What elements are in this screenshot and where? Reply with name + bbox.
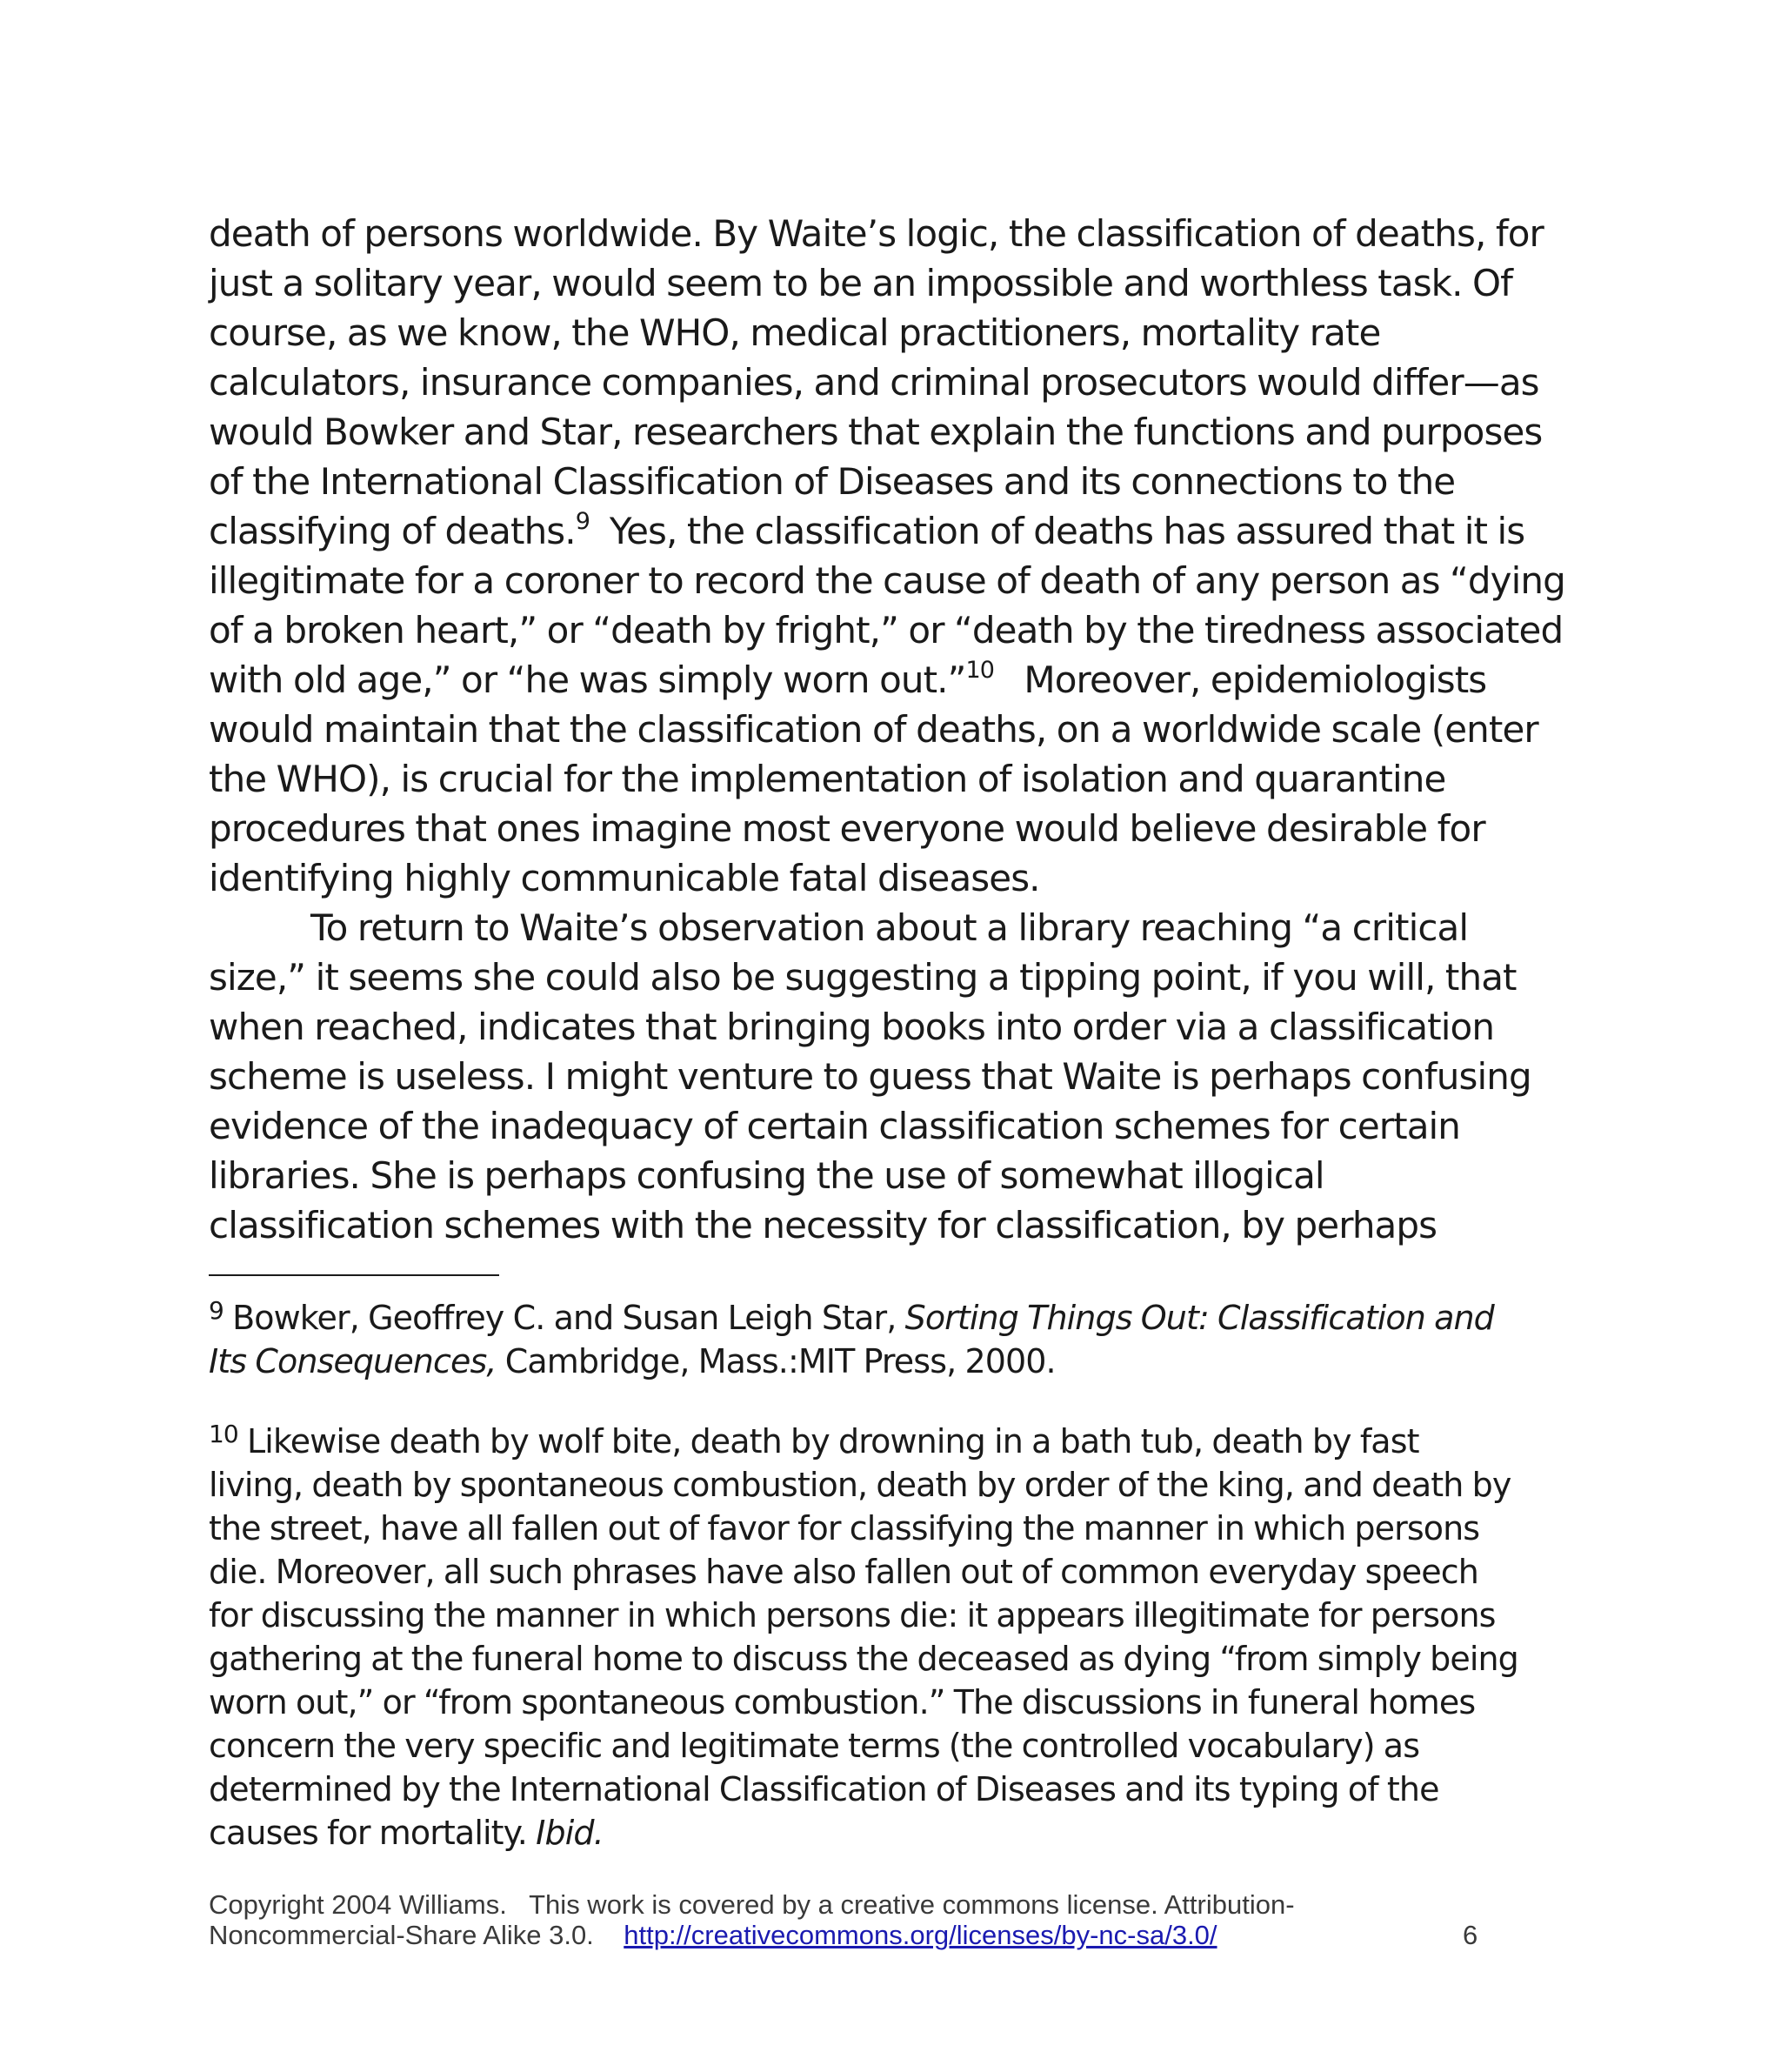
text-line — [209, 1811, 1583, 1855]
text-line: just a solitary year, would seem to be an impossible and worthless task. Of — [209, 262, 1513, 304]
license-line — [209, 1920, 1531, 1950]
text-line: determined by the International Classification of Diseases and its typing of the — [209, 1770, 1439, 1808]
text-line: gathering at the funeral home to discuss the deceased as dying “from simply being — [209, 1640, 1518, 1678]
license-link[interactable]: http://creativecommons.org/licenses/by-nc-sa/3.0/ — [624, 1920, 1217, 1950]
footnote-10 — [209, 1420, 1583, 1855]
spacer — [209, 1383, 1583, 1420]
text-line — [209, 655, 1583, 705]
text-line: concern the very specific and legitimate terms (the controlled vocabulary) as — [209, 1727, 1420, 1765]
text-run: Yes, the classification of deaths has assured that it is — [590, 510, 1525, 552]
text-line: libraries. She is perhaps confusing the use of somewhat illogical — [209, 1154, 1324, 1197]
text-line: classification schemes with the necessity for classification, by perhaps — [209, 1204, 1437, 1247]
text-run: Moreover, epidemiologists — [994, 658, 1487, 701]
text-line: of a broken heart,” or “death by fright,” or “death by the tiredness associated — [209, 609, 1564, 652]
text-line: living, death by spontaneous combustion, death by order of the king, and death by — [209, 1466, 1511, 1504]
footnotes — [209, 1296, 1583, 1855]
text-line — [209, 1340, 1583, 1383]
text-line: of the International Classification of Diseases and its connections to the — [209, 460, 1456, 503]
page-footer — [209, 1889, 1531, 1950]
text-run: causes for mortality. — [209, 1814, 537, 1852]
footnote-number: 10 — [209, 1420, 238, 1448]
page-number: 6 — [1463, 1920, 1478, 1950]
text-line: die. Moreover, all such phrases have also fallen out of common everyday speech — [209, 1553, 1478, 1591]
text-line — [209, 1420, 1583, 1463]
text-run: Likewise death by wolf bite, death by drowning in a bath tub, death by fast — [237, 1422, 1419, 1460]
body-text — [209, 209, 1583, 1250]
text-line: for discussing the manner in which persons die: it appears illegitimate for persons — [209, 1596, 1496, 1634]
book-title: Sorting Things Out: Classification and — [904, 1299, 1494, 1337]
footnote-ref-9[interactable]: 9 — [575, 508, 590, 535]
text-line: the street, have all fallen out of favor for classifying the manner in which persons — [209, 1509, 1480, 1547]
text-run: Cambridge, Mass.:MIT Press, 2000. — [496, 1342, 1056, 1380]
book-title: Its Consequences, — [209, 1342, 497, 1380]
copyright-line: Copyright 2004 Williams. This work is covered by a creative commons license. Attribution- — [209, 1889, 1295, 1920]
text-line: illegitimate for a coroner to record the cause of death of any person as “dying — [209, 559, 1565, 602]
text-line: course, as we know, the WHO, medical practitioners, mortality rate — [209, 311, 1381, 354]
text-line: would Bowker and Star, researchers that explain the functions and purposes — [209, 411, 1543, 453]
text-run: Bowker, Geoffrey C. and Susan Leigh Star, — [223, 1299, 905, 1337]
footnote-divider — [209, 1274, 499, 1276]
footnote-ref-10[interactable]: 10 — [965, 657, 995, 684]
text-line — [209, 506, 1583, 556]
text-line: would maintain that the classification of deaths, on a worldwide scale (enter — [209, 708, 1538, 751]
text-line: To return to Waite’s observation about a library reaching “a critical — [310, 906, 1469, 949]
text-line: scheme is useless. I might venture to guess that Waite is perhaps confusing — [209, 1055, 1531, 1098]
license-name: Noncommercial-Share Alike 3.0. — [209, 1920, 624, 1950]
text-line: identifying highly communicable fatal diseases. — [209, 857, 1040, 899]
text-line: death of persons worldwide. By Waite’s logic, the classification of deaths, for — [209, 212, 1544, 255]
footnote-9 — [209, 1296, 1583, 1383]
ibid-citation: Ibid. — [536, 1814, 604, 1852]
text-line: calculators, insurance companies, and criminal prosecutors would differ—as — [209, 361, 1539, 404]
text-line: procedures that ones imagine most everyone would believe desirable for — [209, 807, 1485, 850]
footnote-number: 9 — [209, 1296, 223, 1325]
text-line: size,” it seems she could also be suggesting a tipping point, if you will, that — [209, 956, 1517, 999]
text-run: with old age,” or “he was simply worn out.” — [209, 658, 966, 701]
text-run: classifying of deaths. — [209, 510, 576, 552]
text-line: when reached, indicates that bringing books into order via a classification — [209, 1006, 1495, 1048]
text-line: the WHO), is crucial for the implementation of isolation and quarantine — [209, 758, 1446, 800]
text-line — [209, 1296, 1583, 1340]
text-line: worn out,” or “from spontaneous combustion.” The discussions in funeral homes — [209, 1683, 1476, 1721]
text-line: evidence of the inadequacy of certain classification schemes for certain — [209, 1105, 1461, 1147]
